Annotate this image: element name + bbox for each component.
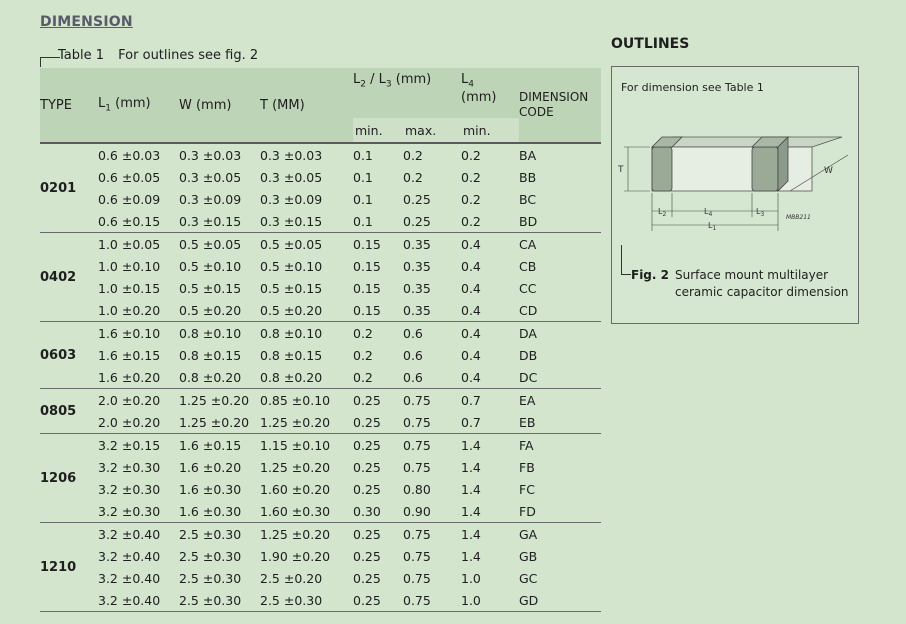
table-caption-text: For outlines see fig. 2 bbox=[118, 48, 259, 63]
w-cell: 0.3 ±0.09 bbox=[179, 191, 242, 207]
t-cell: 2.5 ±0.30 bbox=[260, 589, 353, 612]
l4-cell: 0.7 bbox=[461, 392, 481, 408]
code-cell: BD bbox=[519, 210, 601, 233]
l1-cell: 3.2 ±0.40 bbox=[98, 526, 161, 542]
code-cell: DB bbox=[519, 347, 538, 363]
max-cell: 0.75 bbox=[403, 411, 461, 434]
l1-cell: 0.6 ±0.09 bbox=[98, 191, 161, 207]
l4-cell: 0.4 bbox=[461, 258, 481, 274]
l1-cell: 3.2 ±0.30 bbox=[98, 481, 161, 497]
t-cell: 1.60 ±0.30 bbox=[260, 500, 353, 523]
t-cell: 0.3 ±0.05 bbox=[260, 169, 323, 185]
max-cell: 0.2 bbox=[403, 169, 423, 185]
max-cell: 0.25 bbox=[403, 210, 461, 233]
max-cell: 0.90 bbox=[403, 500, 461, 523]
code-cell: GA bbox=[519, 526, 538, 542]
drawing-ref: MBB211 bbox=[786, 214, 811, 221]
type-cell: 1210 bbox=[40, 523, 98, 612]
max-cell: 0.75 bbox=[403, 437, 431, 453]
code-cell: GC bbox=[519, 570, 538, 586]
w-cell: 0.8 ±0.20 bbox=[179, 366, 260, 389]
code-cell: BB bbox=[519, 169, 537, 185]
table-row bbox=[40, 277, 601, 299]
t-cell: 0.5 ±0.10 bbox=[260, 258, 323, 274]
max-cell: 0.6 bbox=[403, 347, 423, 363]
fig-caption-rule-vertical bbox=[621, 245, 622, 275]
w-cell: 2.5 ±0.30 bbox=[179, 570, 242, 586]
header-l3-sub: 3 bbox=[385, 79, 392, 90]
l4-cell: 1.4 bbox=[461, 548, 481, 564]
t-cell: 0.85 ±0.10 bbox=[260, 392, 331, 408]
t-cell: 0.3 ±0.03 bbox=[260, 147, 323, 163]
type-cell: 0402 bbox=[40, 233, 98, 322]
t-cell: 1.25 ±0.20 bbox=[260, 526, 331, 542]
w-cell: 0.8 ±0.10 bbox=[179, 325, 242, 341]
min-cell: 0.2 bbox=[353, 347, 373, 363]
table-row bbox=[40, 210, 601, 233]
l2-label: $L_2$ bbox=[658, 207, 667, 218]
table-row bbox=[40, 233, 601, 256]
header-l2-sub: 2 bbox=[360, 79, 366, 90]
w-cell: 2.5 ±0.30 bbox=[179, 526, 242, 542]
min-cell: 0.30 bbox=[353, 500, 403, 523]
l1-cell: 1.6 ±0.10 bbox=[98, 325, 161, 341]
l4-cell: 1.4 bbox=[461, 459, 481, 475]
max-cell: 0.75 bbox=[403, 526, 431, 542]
caption-rule-vertical bbox=[40, 57, 41, 67]
table-body bbox=[40, 143, 601, 612]
max-cell: 0.25 bbox=[403, 191, 431, 207]
t-cell: 0.5 ±0.20 bbox=[260, 299, 353, 322]
table-row bbox=[40, 523, 601, 546]
min-cell: 0.25 bbox=[353, 411, 403, 434]
w-label: W bbox=[824, 166, 833, 176]
max-cell: 0.75 bbox=[403, 392, 431, 408]
min-cell: 0.25 bbox=[353, 548, 381, 564]
min-cell: 0.25 bbox=[353, 589, 403, 612]
header-l3-letter: / L bbox=[365, 72, 386, 87]
min-cell: 0.25 bbox=[353, 392, 381, 408]
table-row bbox=[40, 299, 601, 322]
l1-cell: 3.2 ±0.40 bbox=[98, 589, 179, 612]
header-l1-letter: L bbox=[98, 96, 106, 112]
min-cell: 0.1 bbox=[353, 210, 403, 233]
w-cell: 0.5 ±0.10 bbox=[179, 258, 242, 274]
l1-cell: 3.2 ±0.30 bbox=[98, 500, 179, 523]
header-l2-l3 bbox=[353, 68, 461, 118]
min-cell: 0.25 bbox=[353, 481, 381, 497]
l1-cell: 3.2 ±0.40 bbox=[98, 548, 161, 564]
code-cell: CA bbox=[519, 236, 537, 252]
min-cell: 0.1 bbox=[353, 191, 373, 207]
figure-label: Fig. 2 bbox=[631, 268, 669, 282]
l4-cell: 0.7 bbox=[461, 411, 519, 434]
table-row bbox=[40, 389, 601, 412]
header-l4-unit: (mm) bbox=[461, 89, 497, 105]
code-cell: FA bbox=[519, 437, 534, 453]
header-l1 bbox=[98, 68, 179, 143]
outlines-title: OUTLINES bbox=[611, 36, 690, 52]
min-cell: 0.15 bbox=[353, 236, 381, 252]
table-row bbox=[40, 166, 601, 188]
l1-cell: 0.6 ±0.05 bbox=[98, 169, 161, 185]
table-row bbox=[40, 366, 601, 389]
header-min: min. bbox=[353, 118, 403, 143]
min-cell: 0.25 bbox=[353, 437, 381, 453]
table-row bbox=[40, 545, 601, 567]
code-cell: FB bbox=[519, 459, 535, 475]
w-cell: 1.25 ±0.20 bbox=[179, 392, 250, 408]
code-cell: EB bbox=[519, 411, 601, 434]
l1-cell: 1.6 ±0.20 bbox=[98, 366, 179, 389]
t-cell: 0.5 ±0.15 bbox=[260, 280, 323, 296]
max-cell: 0.2 bbox=[403, 147, 423, 163]
right-terminal bbox=[752, 147, 778, 191]
w-cell: 0.5 ±0.20 bbox=[179, 299, 260, 322]
l4-cell: 0.4 bbox=[461, 347, 481, 363]
max-cell: 0.6 bbox=[403, 325, 423, 341]
header-l2-letter: L bbox=[353, 72, 361, 87]
code-cell: DC bbox=[519, 366, 601, 389]
w-cell: 1.6 ±0.30 bbox=[179, 481, 242, 497]
l1-cell: 0.6 ±0.03 bbox=[98, 147, 161, 163]
w-cell: 1.6 ±0.15 bbox=[179, 437, 242, 453]
dimension-table bbox=[40, 68, 601, 612]
l1-label: $L_1$ bbox=[708, 221, 717, 232]
figure-caption-line-1: Surface mount multilayer bbox=[675, 268, 829, 282]
table-row bbox=[40, 589, 601, 612]
code-cell: CB bbox=[519, 258, 537, 274]
header-t: T (MM) bbox=[260, 97, 305, 113]
table-row bbox=[40, 567, 601, 589]
l1-cell: 1.0 ±0.05 bbox=[98, 236, 161, 252]
l1-cell: 0.6 ±0.15 bbox=[98, 210, 179, 233]
max-cell: 0.75 bbox=[403, 570, 431, 586]
header-l23-unit: (mm) bbox=[391, 72, 432, 87]
figure-caption-line-2: ceramic capacitor dimension bbox=[675, 285, 849, 299]
l1-cell: 1.0 ±0.20 bbox=[98, 299, 179, 322]
table-row bbox=[40, 456, 601, 478]
outline-figure-box bbox=[611, 66, 859, 324]
l4-cell: 1.0 bbox=[461, 589, 519, 612]
table-row bbox=[40, 143, 601, 166]
code-cell: DA bbox=[519, 325, 537, 341]
min-cell: 0.2 bbox=[353, 325, 373, 341]
l4-cell: 0.2 bbox=[461, 191, 481, 207]
min-cell: 0.25 bbox=[353, 459, 381, 475]
l1-cell: 3.2 ±0.30 bbox=[98, 459, 161, 475]
t-cell: 1.25 ±0.20 bbox=[260, 459, 331, 475]
w-cell: 2.5 ±0.30 bbox=[179, 548, 242, 564]
table-row bbox=[40, 322, 601, 345]
min-cell: 0.2 bbox=[353, 366, 403, 389]
table-label: Table 1 bbox=[58, 48, 105, 63]
header-w: W (mm) bbox=[179, 97, 232, 113]
code-cell: FC bbox=[519, 481, 535, 497]
header-l1-sub: 1 bbox=[105, 103, 111, 114]
l4-cell: 1.4 bbox=[461, 526, 481, 542]
caption-rule bbox=[40, 57, 60, 58]
t-cell: 2.5 ±0.20 bbox=[260, 570, 323, 586]
l4-cell: 1.4 bbox=[461, 437, 481, 453]
outline-note: For dimension see Table 1 bbox=[621, 81, 764, 94]
w-cell: 1.25 ±0.20 bbox=[179, 411, 260, 434]
type-cell: 0603 bbox=[40, 322, 98, 389]
table-row bbox=[40, 188, 601, 210]
code-cell: EA bbox=[519, 392, 536, 408]
l1-cell: 2.0 ±0.20 bbox=[98, 411, 179, 434]
l4-cell: 1.4 bbox=[461, 481, 481, 497]
table-row bbox=[40, 411, 601, 434]
code-cell: GB bbox=[519, 548, 538, 564]
min-cell: 0.25 bbox=[353, 570, 381, 586]
w-cell: 1.6 ±0.30 bbox=[179, 500, 260, 523]
l4-label: $L_4$ bbox=[704, 207, 713, 218]
code-cell: BC bbox=[519, 191, 537, 207]
max-cell: 0.35 bbox=[403, 258, 431, 274]
w-cell: 2.5 ±0.30 bbox=[179, 589, 260, 612]
table-row bbox=[40, 255, 601, 277]
l1-cell: 1.6 ±0.15 bbox=[98, 347, 161, 363]
header-dimension-code: DIMENSION CODE bbox=[519, 90, 589, 119]
l4-cell: 0.2 bbox=[461, 169, 481, 185]
l4-cell: 1.4 bbox=[461, 500, 519, 523]
left-terminal bbox=[652, 147, 672, 191]
l4-cell: 1.0 bbox=[461, 570, 481, 586]
max-cell: 0.35 bbox=[403, 280, 431, 296]
max-cell: 0.75 bbox=[403, 589, 461, 612]
min-cell: 0.15 bbox=[353, 258, 381, 274]
table-row bbox=[40, 500, 601, 523]
header-max: max. bbox=[403, 118, 461, 143]
t-cell: 1.25 ±0.20 bbox=[260, 411, 353, 434]
w-cell: 1.6 ±0.20 bbox=[179, 459, 242, 475]
w-cell: 0.3 ±0.03 bbox=[179, 147, 242, 163]
t-cell: 0.8 ±0.10 bbox=[260, 325, 323, 341]
l4-cell: 0.4 bbox=[461, 366, 519, 389]
min-cell: 0.1 bbox=[353, 169, 373, 185]
table-row bbox=[40, 344, 601, 366]
capacitor-outline-drawing bbox=[612, 107, 858, 257]
fig-caption-rule bbox=[621, 274, 631, 275]
w-cell: 0.3 ±0.15 bbox=[179, 210, 260, 233]
t-cell: 1.90 ±0.20 bbox=[260, 548, 331, 564]
type-cell: 0805 bbox=[40, 389, 98, 434]
max-cell: 0.35 bbox=[403, 299, 461, 322]
header-type: TYPE bbox=[40, 97, 72, 113]
t-label: T bbox=[618, 165, 624, 175]
w-cell: 0.5 ±0.15 bbox=[179, 280, 242, 296]
l1-cell: 3.2 ±0.40 bbox=[98, 570, 161, 586]
t-cell: 0.3 ±0.09 bbox=[260, 191, 323, 207]
l4-cell: 0.4 bbox=[461, 280, 481, 296]
header-l4-min: min. bbox=[461, 118, 519, 143]
max-cell: 0.75 bbox=[403, 459, 431, 475]
max-cell: 0.35 bbox=[403, 236, 431, 252]
min-cell: 0.15 bbox=[353, 299, 403, 322]
l1-cell: 1.0 ±0.15 bbox=[98, 280, 161, 296]
code-cell: FD bbox=[519, 500, 601, 523]
w-cell: 0.3 ±0.05 bbox=[179, 169, 242, 185]
header-l4-letter: L bbox=[461, 72, 469, 87]
l4-cell: 0.2 bbox=[461, 210, 519, 233]
header-l1-unit: (mm) bbox=[110, 96, 151, 112]
t-cell: 0.5 ±0.05 bbox=[260, 236, 323, 252]
t-cell: 0.8 ±0.20 bbox=[260, 366, 353, 389]
l4-cell: 0.2 bbox=[461, 147, 481, 163]
capacitor-side-face bbox=[778, 137, 788, 191]
type-cell: 1206 bbox=[40, 434, 98, 523]
type-cell: 0201 bbox=[40, 143, 98, 233]
max-cell: 0.6 bbox=[403, 366, 461, 389]
code-cell: GD bbox=[519, 589, 601, 612]
min-cell: 0.15 bbox=[353, 280, 381, 296]
table-row bbox=[40, 434, 601, 457]
max-cell: 0.75 bbox=[403, 548, 431, 564]
header-l4-sub: 4 bbox=[468, 79, 474, 90]
l1-cell: 2.0 ±0.20 bbox=[98, 392, 161, 408]
l1-cell: 1.0 ±0.10 bbox=[98, 258, 161, 274]
w-cell: 0.8 ±0.15 bbox=[179, 347, 242, 363]
code-cell: CC bbox=[519, 280, 537, 296]
table-row bbox=[40, 478, 601, 500]
min-cell: 0.25 bbox=[353, 526, 381, 542]
t-cell: 0.3 ±0.15 bbox=[260, 210, 353, 233]
l4-cell: 0.4 bbox=[461, 325, 481, 341]
w-cell: 0.5 ±0.05 bbox=[179, 236, 242, 252]
l4-cell: 0.4 bbox=[461, 299, 519, 322]
header-l4 bbox=[461, 68, 519, 118]
code-cell: CD bbox=[519, 299, 601, 322]
t-cell: 0.8 ±0.15 bbox=[260, 347, 323, 363]
max-cell: 0.80 bbox=[403, 481, 431, 497]
t-cell: 1.60 ±0.20 bbox=[260, 481, 331, 497]
l4-cell: 0.4 bbox=[461, 236, 481, 252]
header-row bbox=[40, 68, 601, 118]
code-cell: BA bbox=[519, 147, 537, 163]
table-caption bbox=[40, 48, 258, 63]
section-title: DIMENSION bbox=[40, 14, 133, 30]
t-cell: 1.15 ±0.10 bbox=[260, 437, 331, 453]
min-cell: 0.1 bbox=[353, 147, 373, 163]
l1-cell: 3.2 ±0.15 bbox=[98, 437, 161, 453]
l3-label: $L_3$ bbox=[756, 207, 765, 218]
